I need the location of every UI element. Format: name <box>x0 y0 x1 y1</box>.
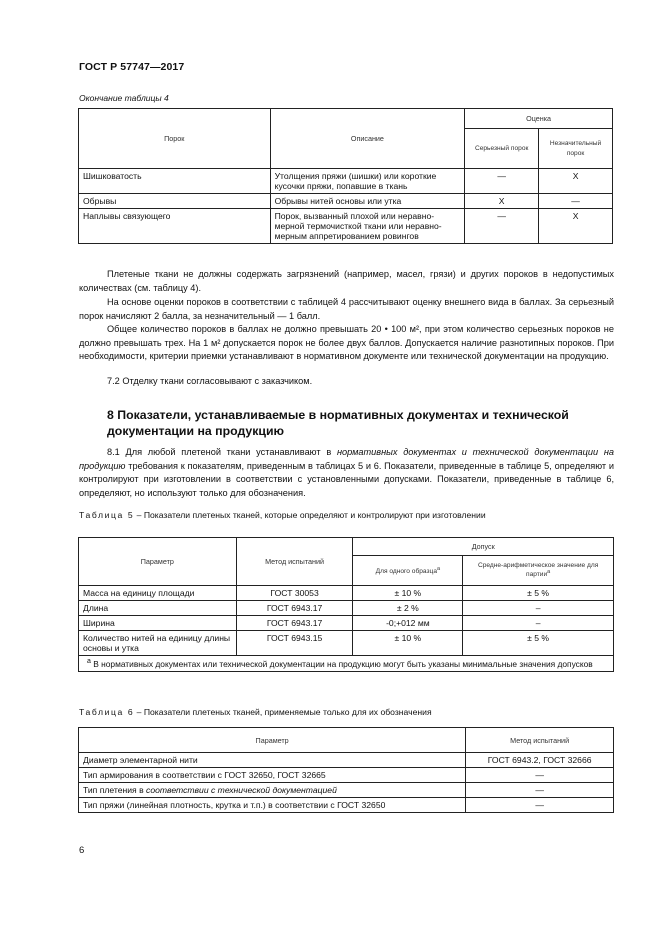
cell-parameter: Количество нитей на единицу длины основы и утка <box>79 631 237 656</box>
table4-caption: Окончание таблицы 4 <box>79 93 169 103</box>
table-row <box>79 768 614 783</box>
cell-minor: X <box>539 209 613 244</box>
cell-parameter-text: Тип плетения в <box>83 785 147 795</box>
cell-single: ± 2 % <box>353 601 463 616</box>
cell-parameter <box>79 753 466 768</box>
cell-parameter-text: Диаметр элементарной нити <box>83 755 198 765</box>
cell-parameter: Ширина <box>79 616 237 631</box>
col-header-rating: Оценка <box>465 109 613 129</box>
cell-method: ГОСТ 6943.15 <box>236 631 353 656</box>
batch-mean-label: Средне-арифметическое значение для партии <box>477 562 599 579</box>
cell-defect: Наплывы связующего <box>79 209 271 244</box>
cell-defect: Шишковатость <box>79 169 271 194</box>
table5-footnote <box>79 656 614 672</box>
paragraph-defect-limits: Общее количество пороков в баллах не должно превышать 20 • 100 м², при этом количество серьезных пороков не должно превышать трех. На 1 м² допускается порок не более двух баллов. Допускается наличие разнотипных пороков. При необходимости, критерии приемки устанавливают в нормативном документе или технической документации на продукцию. <box>79 324 614 362</box>
footnote-mark: a <box>87 658 91 665</box>
table-6 <box>78 727 614 813</box>
cell-serious: — <box>465 169 539 194</box>
cell-method: — <box>466 768 614 783</box>
cell-description: Порок, вызванный плохой или неравномерной термочисткой ткани или неравномерным аппретированием ровингов <box>270 209 465 244</box>
cell-method: ГОСТ 30053 <box>236 586 353 601</box>
table-row <box>79 169 613 194</box>
col-header-serious: Серьезный порок <box>465 129 539 169</box>
footnote-text: В нормативных документах или технической документации на продукцию могут быть указаны минимальные значения допусков <box>90 658 593 669</box>
col-header-description: Описание <box>270 109 465 169</box>
cell-serious: X <box>465 194 539 209</box>
table5-caption <box>79 510 486 520</box>
table5-caption-label: Таблица 5 <box>79 510 135 520</box>
table-row <box>79 616 614 631</box>
paragraph-8-1-end: требования к показателям, приведенным в таблицах 5 и 6. Показатели, приведенные в таблице 5, определяют и контролируют при изготовлении в соответствии с установленными допусками. Показатели, приведенные в таблице 6, определяют, но используют только для обозначения. <box>79 460 614 498</box>
cell-parameter: Масса на единицу площади <box>79 586 237 601</box>
col-header-minor: Незначительный порок <box>539 129 613 169</box>
paragraph-8-1-start: 8.1 Для любой плетеной ткани устанавливают в <box>107 447 337 457</box>
col-header-method: Метод испытаний <box>236 538 353 586</box>
cell-single: ± 10 % <box>353 586 463 601</box>
section-title: 8 Показатели, устанавливаемые в нормативных документах и технической документации на продукцию <box>107 408 569 438</box>
footnote-mark: a <box>547 569 551 576</box>
table-5 <box>78 537 614 672</box>
cell-mean: ± 5 % <box>463 631 614 656</box>
page-number: 6 <box>79 845 85 856</box>
table-4 <box>78 108 613 244</box>
document-header: ГОСТ Р 57747—2017 <box>79 61 185 73</box>
table6-caption-label: Таблица 6 <box>79 707 135 717</box>
col-header-defect: Порок <box>79 109 271 169</box>
cell-description: Утолщения пряжи (шишки) или короткие кусочки пряжи, попавшие в ткань <box>270 169 465 194</box>
col-header-method: Метод испытаний <box>466 728 614 753</box>
cell-parameter <box>79 783 466 798</box>
paragraph-contamination: Плетеные ткани не должны содержать загрязнений (например, масел, грязи) и других пороков в недопустимых количествах (см. таблицу 4). <box>79 269 614 293</box>
cell-method: ГОСТ 6943.17 <box>236 616 353 631</box>
paragraph-8-1-italic: нормативных документах и технической документации на продукцию <box>79 447 614 471</box>
cell-parameter-text: Тип пряжи (линейная плотность, крутка и т.п.) в соответствии с ГОСТ 32650 <box>83 800 386 810</box>
cell-method: ГОСТ 6943.2, ГОСТ 32666 <box>466 753 614 768</box>
table-row <box>79 631 614 656</box>
cell-single: -0;+012 мм <box>353 616 463 631</box>
cell-method: — <box>466 783 614 798</box>
table-row <box>79 209 613 244</box>
col-header-batch-mean <box>463 556 614 586</box>
table-row <box>79 601 614 616</box>
cell-parameter: Длина <box>79 601 237 616</box>
col-header-tolerance: Допуск <box>353 538 614 556</box>
single-sample-label: Для одного образца <box>375 568 437 576</box>
col-header-parameter: Параметр <box>79 538 237 586</box>
paragraph-finish: 7.2 Отделку ткани согласовывают с заказчиком. <box>107 376 313 386</box>
col-header-single-sample <box>353 556 463 586</box>
cell-mean: ± 5 % <box>463 586 614 601</box>
footnote-mark: a <box>436 565 441 572</box>
cell-parameter <box>79 768 466 783</box>
cell-parameter-italic: соответствии с технической документацией <box>146 785 337 795</box>
table-row <box>79 798 614 813</box>
cell-mean: – <box>463 616 614 631</box>
table-footnote-row <box>79 656 614 672</box>
cell-description: Обрывы нитей основы или утка <box>270 194 465 209</box>
cell-serious: — <box>465 209 539 244</box>
table5-caption-text: – Показатели плетеных тканей, которые определяют и контролируют при изготовлении <box>134 510 486 520</box>
table-row <box>79 753 614 768</box>
table-row <box>79 783 614 798</box>
cell-mean: – <box>463 601 614 616</box>
cell-method: ГОСТ 6943.17 <box>236 601 353 616</box>
col-header-parameter: Параметр <box>79 728 466 753</box>
cell-minor: X <box>539 169 613 194</box>
paragraph-scoring: На основе оценки пороков в соответствии с таблицей 4 рассчитывают оценку внешнего вида в баллах. За серьезный порок начисляют 2 балла, за незначительный — 1 балл. <box>79 297 614 321</box>
paragraph-8-1 <box>79 446 614 500</box>
cell-parameter <box>79 798 466 813</box>
cell-single: ± 10 % <box>353 631 463 656</box>
table-row <box>79 194 613 209</box>
cell-defect: Обрывы <box>79 194 271 209</box>
cell-method: — <box>466 798 614 813</box>
cell-minor: — <box>539 194 613 209</box>
table-row <box>79 586 614 601</box>
table6-caption-text: – Показатели плетеных тканей, применяемые только для их обозначения <box>134 707 432 717</box>
cell-parameter-text: Тип армирования в соответствии с ГОСТ 32650, ГОСТ 32665 <box>83 770 326 780</box>
table6-caption <box>79 707 432 717</box>
